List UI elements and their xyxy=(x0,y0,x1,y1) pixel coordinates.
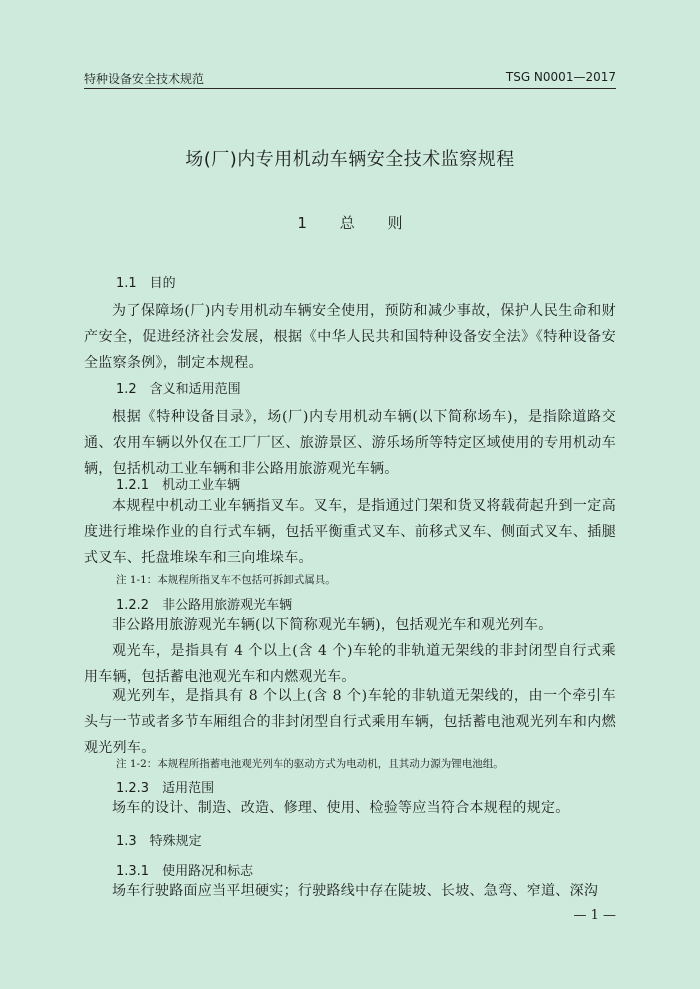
page-number: — 1 — xyxy=(573,908,616,923)
section-1-2-2-paragraph-2: 观光车，是指具有 4 个以上(含 4 个)车轮的非轨道无架线的非封闭型自行式乘用车辆，包括蓄电池观光车和内燃观光车。 xyxy=(84,643,616,685)
section-1-2-heading: 1.2 含义和适用范围 xyxy=(116,382,241,397)
note-1-1: 注 1-1：本规程所指叉车不包括可拆卸式属具。 xyxy=(116,574,336,586)
section-1-1-heading: 1.1 目的 xyxy=(116,276,176,291)
chapter-number: 1 xyxy=(297,214,307,232)
header-doc-code: TSG N0001—2017 xyxy=(505,70,616,84)
section-1-2-1-paragraph: 本规程中机动工业车辆指叉车。叉车，是指通过门架和货叉将载荷起升到一定高度进行堆垛作业的自行式车辆，包括平衡重式叉车、前移式叉车、侧面式叉车、插腿式叉车、托盘堆垛车和三向堆垛车。 xyxy=(84,498,616,566)
section-1-2-2-heading: 1.2.2 非公路用旅游观光车辆 xyxy=(116,598,293,613)
section-1-2-3-heading: 1.2.3 适用范围 xyxy=(116,781,215,796)
section-1-2-2-paragraph-3: 观光列车，是指具有 8 个以上(含 8 个)车轮的非轨道无架线的，由一个牵引车头与一节或者多节车厢组合的非封闭型自行式乘用车辆，包括蓄电池观光列车和内燃观光列车。 xyxy=(84,688,616,756)
section-1-3-1-paragraph: 场车行驶路面应当平坦硬实；行驶路线中存在陡坡、长坡、急弯、窄道、深沟 xyxy=(112,883,599,899)
running-header xyxy=(84,68,616,89)
section-1-2-2-paragraph-1: 非公路用旅游观光车辆(以下简称观光车辆)，包括观光车和观光列车。 xyxy=(112,617,553,633)
chapter-title-char-1: 总 xyxy=(339,214,355,232)
note-1-2: 注 1-2：本规程所指蓄电池观光列车的驱动方式为电动机，且其动力源为锂电池组。 xyxy=(116,758,504,770)
section-1-1-paragraph: 为了保障场(厂)内专用机动车辆安全使用，预防和减少事故，保护人民生命和财产安全，促进经济社会发展，根据《中华人民共和国特种设备安全法》《特种设备安全监察条例》，制定本规程。 xyxy=(84,303,616,371)
document-title: 场(厂)内专用机动车辆安全技术监察规程 xyxy=(185,149,515,170)
section-1-3-1-heading: 1.3.1 使用路况和标志 xyxy=(116,864,254,879)
section-1-3-heading: 1.3 特殊规定 xyxy=(116,834,202,849)
chapter-title-char-2: 则 xyxy=(387,214,403,232)
section-1-2-1-heading: 1.2.1 机动工业车辆 xyxy=(116,478,241,493)
chapter-heading xyxy=(0,212,700,233)
section-1-2-3-paragraph: 场车的设计、制造、改造、修理、使用、检验等应当符合本规程的规定。 xyxy=(112,800,570,816)
section-1-2-paragraph: 根据《特种设备目录》，场(厂)内专用机动车辆(以下简称场车)，是指除道路交通、农用车辆以外仅在工厂厂区、旅游景区、游乐场所等特定区域使用的专用机动车辆，包括机动工业车辆和非公路用旅游观光车辆。 xyxy=(84,409,616,477)
header-spec-series: 特种设备安全技术规范 xyxy=(84,72,205,86)
